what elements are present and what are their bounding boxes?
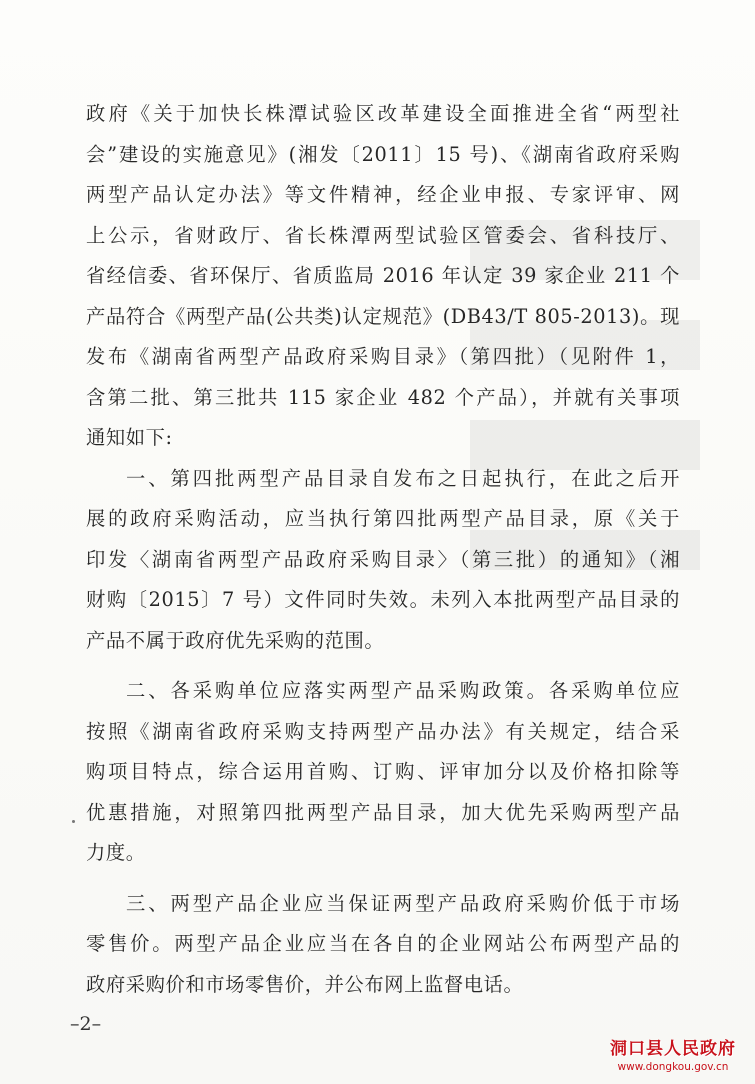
text-line: 省经信委、省环保厅、省质监局 2016 年认定 39 家企业 211 个 xyxy=(86,264,680,287)
text-line: 产品不属于政府优先采购的范围。 xyxy=(86,628,385,652)
text-line: 两型产品认定办法》等文件精神，经企业申报、专家评审、网 xyxy=(86,183,680,206)
text-line: 政府采购价和市场零售价，并公布网上监督电话。 xyxy=(86,972,524,996)
paragraph-intro xyxy=(86,94,680,459)
text-line: 产品符合《两型产品(公共类)认定规范》(DB43/T 805-2013)。现 xyxy=(86,304,680,328)
page-number: –2– xyxy=(70,1013,102,1035)
watermark-site-name: 洞口县人民政府 xyxy=(610,1039,736,1059)
text-line: 展的政府采购活动，应当执行第四批两型产品目录，原《关于 xyxy=(86,507,680,530)
paragraph-item-3 xyxy=(86,884,680,1006)
text-line: 优惠措施，对照第四批两型产品目录，加大优先采购两型产品 xyxy=(86,800,680,824)
text-line: 财购〔2015〕7 号）文件同时失效。未列入本批两型产品目录的 xyxy=(86,588,680,611)
paragraph-item-2 xyxy=(86,671,680,874)
site-watermark xyxy=(593,1038,753,1074)
text-line: 三、两型产品企业应当保证两型产品政府采购价低于市场 xyxy=(126,891,680,915)
scan-speck xyxy=(72,820,75,823)
text-line: 政府《关于加快长株潭试验区改革建设全面推进全省“两型社 xyxy=(86,102,680,125)
text-line: 一、第四批两型产品目录自发布之日起执行，在此之后开 xyxy=(126,466,680,490)
text-line: 力度。 xyxy=(86,841,146,864)
text-line: 购项目特点，综合运用首购、订购、评审加分以及价格扣除等 xyxy=(86,760,680,783)
watermark-url: www.dongkou.gov.cn xyxy=(617,1061,729,1073)
text-line: 按照《湖南省政府采购支持两型产品办法》有关规定，结合采 xyxy=(86,719,680,743)
text-line: 含第二批、第三批共 115 家企业 482 个产品），并就有关事项 xyxy=(86,385,680,409)
text-line: 上公示，省财政厅、省长株潭两型试验区管委会、省科技厅、 xyxy=(86,223,680,247)
document-body xyxy=(86,94,680,1005)
text-line: 会”建设的实施意见》(湘发〔2011〕15 号)、《湖南省政府采购 xyxy=(86,142,680,166)
text-line: 通知如下: xyxy=(86,426,173,449)
paragraph-item-1 xyxy=(86,459,680,662)
text-line: 印发〈湖南省两型产品政府采购目录〉（第三批）的通知》（湘 xyxy=(86,547,680,571)
text-line: 发布《湖南省两型产品政府采购目录》（第四批）（见附件 1， xyxy=(86,345,680,368)
text-line: 零售价。两型产品企业应当在各自的企业网站公布两型产品的 xyxy=(86,932,680,955)
text-line: 二、各采购单位应落实两型产品采购政策。各采购单位应 xyxy=(126,679,680,702)
